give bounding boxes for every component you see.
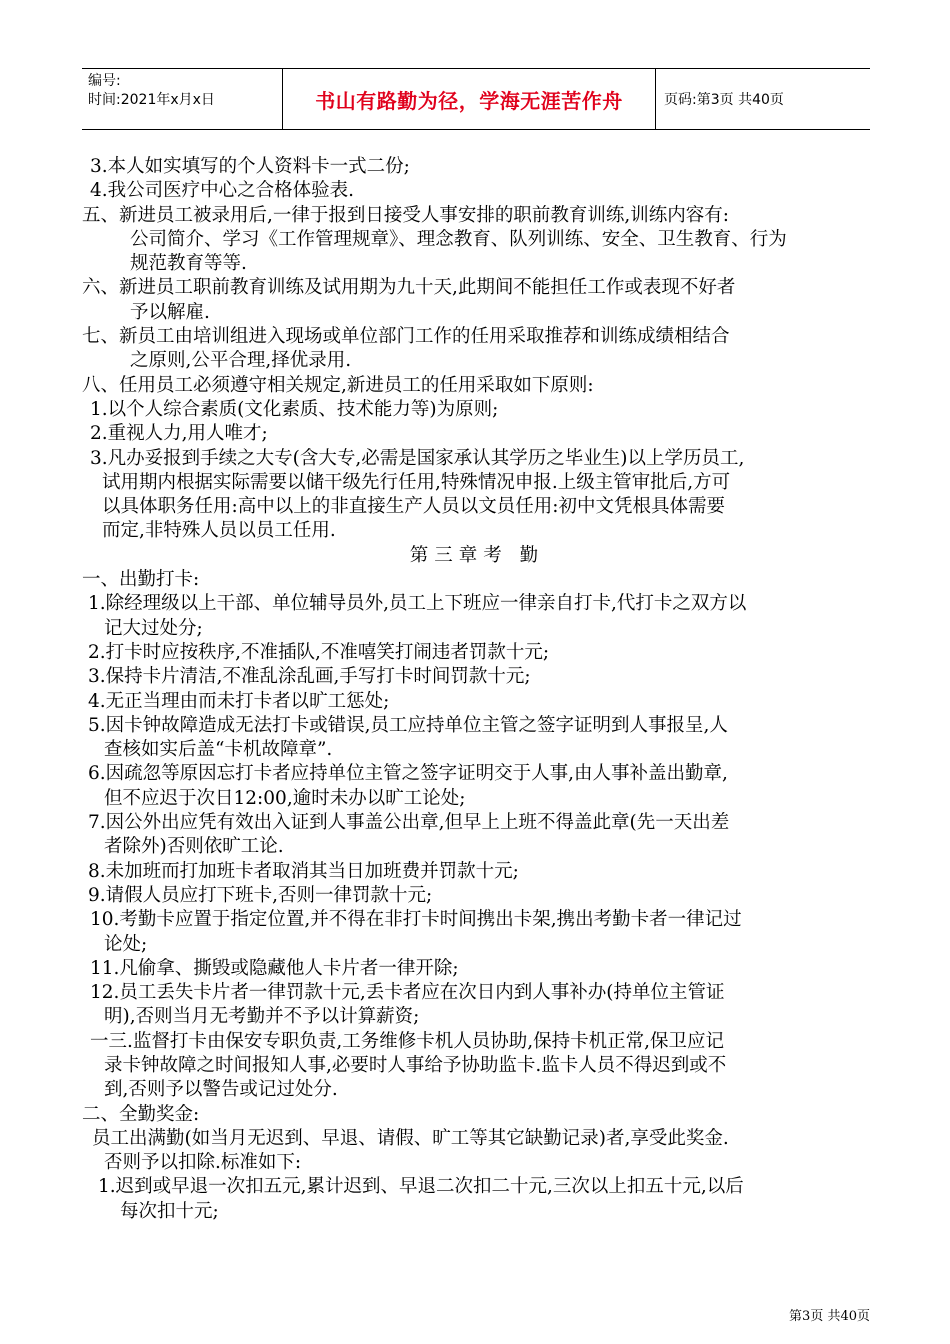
text-line: 之原则,公平合理,择优录用. xyxy=(130,350,352,372)
text-line: 1.以个人综合素质(文化素质、技术能力等)为原则; xyxy=(90,398,499,420)
section-heading: 一、出勤打卡: xyxy=(82,569,200,591)
text-line: 论处; xyxy=(104,933,148,955)
section-heading: 七、新员工由培训组进入现场或单位部门工作的任用采取推荐和训练成绩相结合 xyxy=(82,326,730,348)
page-header xyxy=(82,68,870,130)
text-line: 记大过处分; xyxy=(104,617,203,639)
chapter-title: 第三章考 勤 xyxy=(409,544,545,566)
text-line: 6.因疏忽等原因忘打卡者应持单位主管之签字证明交于人事,由人事补盖出勤章, xyxy=(88,763,728,785)
text-line: 查核如实后盖“卡机故障章”. xyxy=(104,739,333,761)
text-line: 而定,非特殊人员以员工任用. xyxy=(102,520,336,542)
text-line: 2.重视人力,用人唯才; xyxy=(90,423,268,445)
text-line: 1.迟到或早退一次扣五元,累计迟到、早退二次扣二十元,三次以上扣五十元,以后 xyxy=(98,1176,744,1198)
document-date: 时间:2021年x月x日 xyxy=(88,92,215,108)
text-line: 10.考勤卡应置于指定位置,并不得在非打卡时间携出卡架,携出考勤卡者一律记过 xyxy=(90,909,742,931)
section-heading: 二、全勤奖金: xyxy=(82,1103,200,1125)
text-line: 4.我公司医疗中心之合格体验表. xyxy=(90,180,355,202)
document-body xyxy=(82,155,872,1224)
section-heading: 五、新进员工被录用后,一律于报到日接受人事安排的职前教育训练,训练内容有: xyxy=(82,204,729,226)
text-line: 规范教育等等. xyxy=(130,253,247,275)
text-line: 5.因卡钟故障造成无法打卡或错误,员工应持单位主管之签字证明到人事报呈,人 xyxy=(88,714,728,736)
header-left-cell xyxy=(82,69,282,129)
text-line: 3.凡办妥报到手续之大专(含大专,必需是国家承认其学历之毕业生)以上学历员工, xyxy=(90,447,745,469)
text-line: 7.因公外出应凭有效出入证到人事盖公出章,但早上上班不得盖此章(先一天出差 xyxy=(88,812,730,834)
text-line: 11.凡偷拿、撕毁或隐藏他人卡片者一律开除; xyxy=(90,957,459,979)
text-line: 公司简介、学习《工作管理规章》、理念教育、队列训练、安全、卫生教育、行为 xyxy=(130,228,787,250)
text-line: 以具体职务任用:高中以上的非直接生产人员以文员任用:初中文凭根具体需要 xyxy=(102,496,725,518)
text-line: 员工出满勤(如当月无迟到、早退、请假、旷工等其它缺勤记录)者,享受此奖金. xyxy=(92,1127,729,1149)
header-motto-cell xyxy=(282,69,656,129)
section-heading: 六、新进员工职前教育训练及试用期为九十天,此期间不能担任工作或表现不好者 xyxy=(82,277,736,299)
text-line: 12.员工丢失卡片者一律罚款十元,丢卡者应在次日内到人事补办(持单位主管证 xyxy=(90,982,725,1004)
text-line: 2.打卡时应按秩序,不准插队,不准嘻笑打闹违者罚款十元; xyxy=(88,641,550,663)
text-line: 否则予以扣除.标准如下: xyxy=(104,1152,302,1174)
text-line: 3.保持卡片清洁,不准乱涂乱画,手写打卡时间罚款十元; xyxy=(88,666,531,688)
text-line: 但不应迟于次日12:00,逾时未办以旷工论处; xyxy=(104,787,466,809)
page-footer: 第3页 共40页 xyxy=(789,1309,870,1324)
document-code: 编号: xyxy=(88,73,121,89)
text-line: 录卡钟故障之时间报知人事,必要时人事给予协助监卡.监卡人员不得迟到或不 xyxy=(104,1054,727,1076)
text-line: 9.请假人员应打下班卡,否则一律罚款十元; xyxy=(88,884,433,906)
text-line: 8.未加班而打加班卡者取消其当日加班费并罚款十元; xyxy=(88,860,519,882)
text-line: 3.本人如实填写的个人资料卡一式二份; xyxy=(90,156,410,177)
header-right-cell xyxy=(656,69,870,129)
header-page-number: 页码:第3页 共40页 xyxy=(664,92,784,108)
text-line: 明),否则当月无考勤并不予以计算薪资; xyxy=(104,1006,420,1028)
text-line: 每次扣十元; xyxy=(120,1200,219,1222)
text-line: 到,否则予以警告或记过处分. xyxy=(104,1079,338,1101)
text-line: 1.除经理级以上干部、单位辅导员外,员工上下班应一律亲自打卡,代打卡之双方以 xyxy=(88,593,747,615)
text-line: 4.无正当理由而未打卡者以旷工惩处; xyxy=(88,690,390,712)
header-motto: 书山有路勤为径，学海无涯苦作舟 xyxy=(315,88,623,113)
text-line: 予以解雇. xyxy=(130,301,210,323)
section-heading: 八、任用员工必须遵守相关规定,新进员工的任用采取如下原则: xyxy=(82,374,594,396)
text-line: 试用期内根据实际需要以储干级先行任用,特殊情况申报.上级主管审批后,方可 xyxy=(102,471,731,493)
text-line: 者除外)否则依旷工论. xyxy=(104,836,284,858)
text-line: 一三.监督打卡由保安专职负责,工务维修卡机人员协助,保持卡机正常,保卫应记 xyxy=(90,1030,725,1052)
